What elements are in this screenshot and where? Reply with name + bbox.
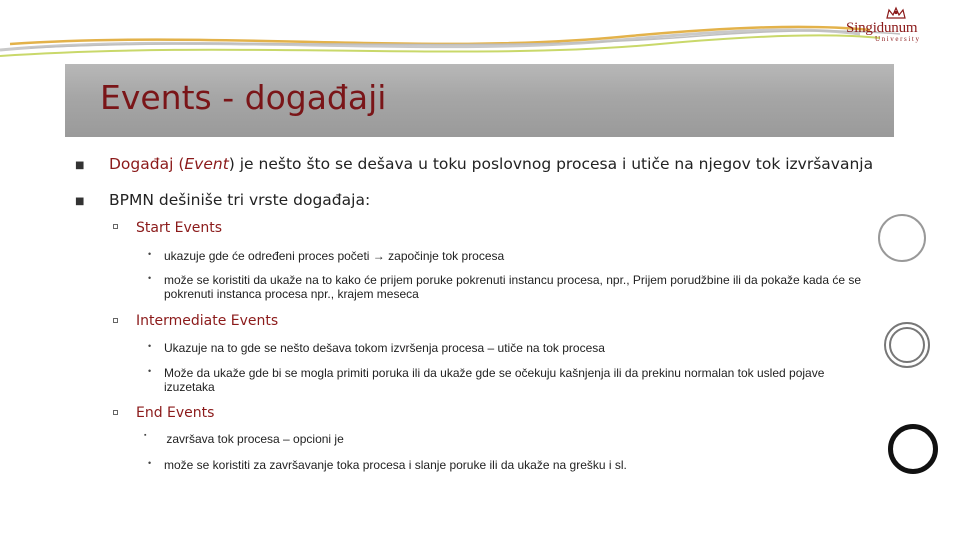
start-events-item-1: ukazuje gde će određeni proces početi → započinje tok procesa xyxy=(164,249,505,263)
item-bullet: ▪ xyxy=(144,432,147,439)
bullet-marker: ■ xyxy=(75,160,85,171)
logo-subtitle: University xyxy=(875,35,921,43)
bullet-marker: ■ xyxy=(75,196,85,207)
end-events-item-1: završava tok procesa – opcioni je xyxy=(163,432,344,446)
item-bullet: • xyxy=(148,273,152,283)
intermediate-events-label: Intermediate Events xyxy=(136,313,279,329)
end-event-circle-icon xyxy=(888,424,938,474)
crown-icon xyxy=(885,6,907,20)
sub-bullet-marker xyxy=(113,318,118,323)
item-bullet: • xyxy=(148,458,152,468)
sub-bullet-marker xyxy=(113,224,118,229)
item-bullet: • xyxy=(148,249,152,259)
item-bullet: • xyxy=(148,341,152,351)
start-events-item-2: može se koristiti da ukaže na to kako će prijem poruke pokrenuti instancu procesa, npr., Prijem porudžbine ili da pokaže kada će se pokrenuti instanca procesa npr., krajem meseca xyxy=(164,273,862,301)
definition-part-1: Događaj ( xyxy=(109,155,185,173)
university-logo xyxy=(842,6,952,46)
logo-name: Singidunum xyxy=(846,20,918,36)
bpmn-intro-text: BPMN dešiniše tri vrste događaja: xyxy=(109,191,371,209)
intermediate-events-item-1: Ukazuje na to gde se nešto dešava tokom izvršenja procesa – utiče na tok procesa xyxy=(164,341,605,355)
intermediate-events-item-2: Može da ukaže gde bi se mogla primiti poruka ili da ukaže gde se očekuju kašnjenja ili da prekinu normalan tok usled pojave izuzetaka xyxy=(164,366,825,394)
slide-title: Events - događaji xyxy=(100,78,387,117)
definition-part-2: Event xyxy=(184,155,229,173)
intermediate-event-inner-circle xyxy=(889,327,925,363)
item-bullet: • xyxy=(148,366,152,376)
definition-text xyxy=(109,155,873,173)
start-event-circle-icon xyxy=(878,214,926,262)
start-events-label: Start Events xyxy=(136,220,223,236)
definition-part-3: ) je nešto što se dešava u toku poslovnog procesa i utiče na njegov tok izvršavanja xyxy=(228,155,874,173)
header-swoosh-decoration xyxy=(0,0,960,70)
sub-bullet-marker xyxy=(113,410,118,415)
end-events-item-2: može se koristiti za završavanje toka procesa i slanje poruke ili da ukaže na grešku i sl. xyxy=(164,458,627,472)
end-events-label: End Events xyxy=(136,405,215,421)
